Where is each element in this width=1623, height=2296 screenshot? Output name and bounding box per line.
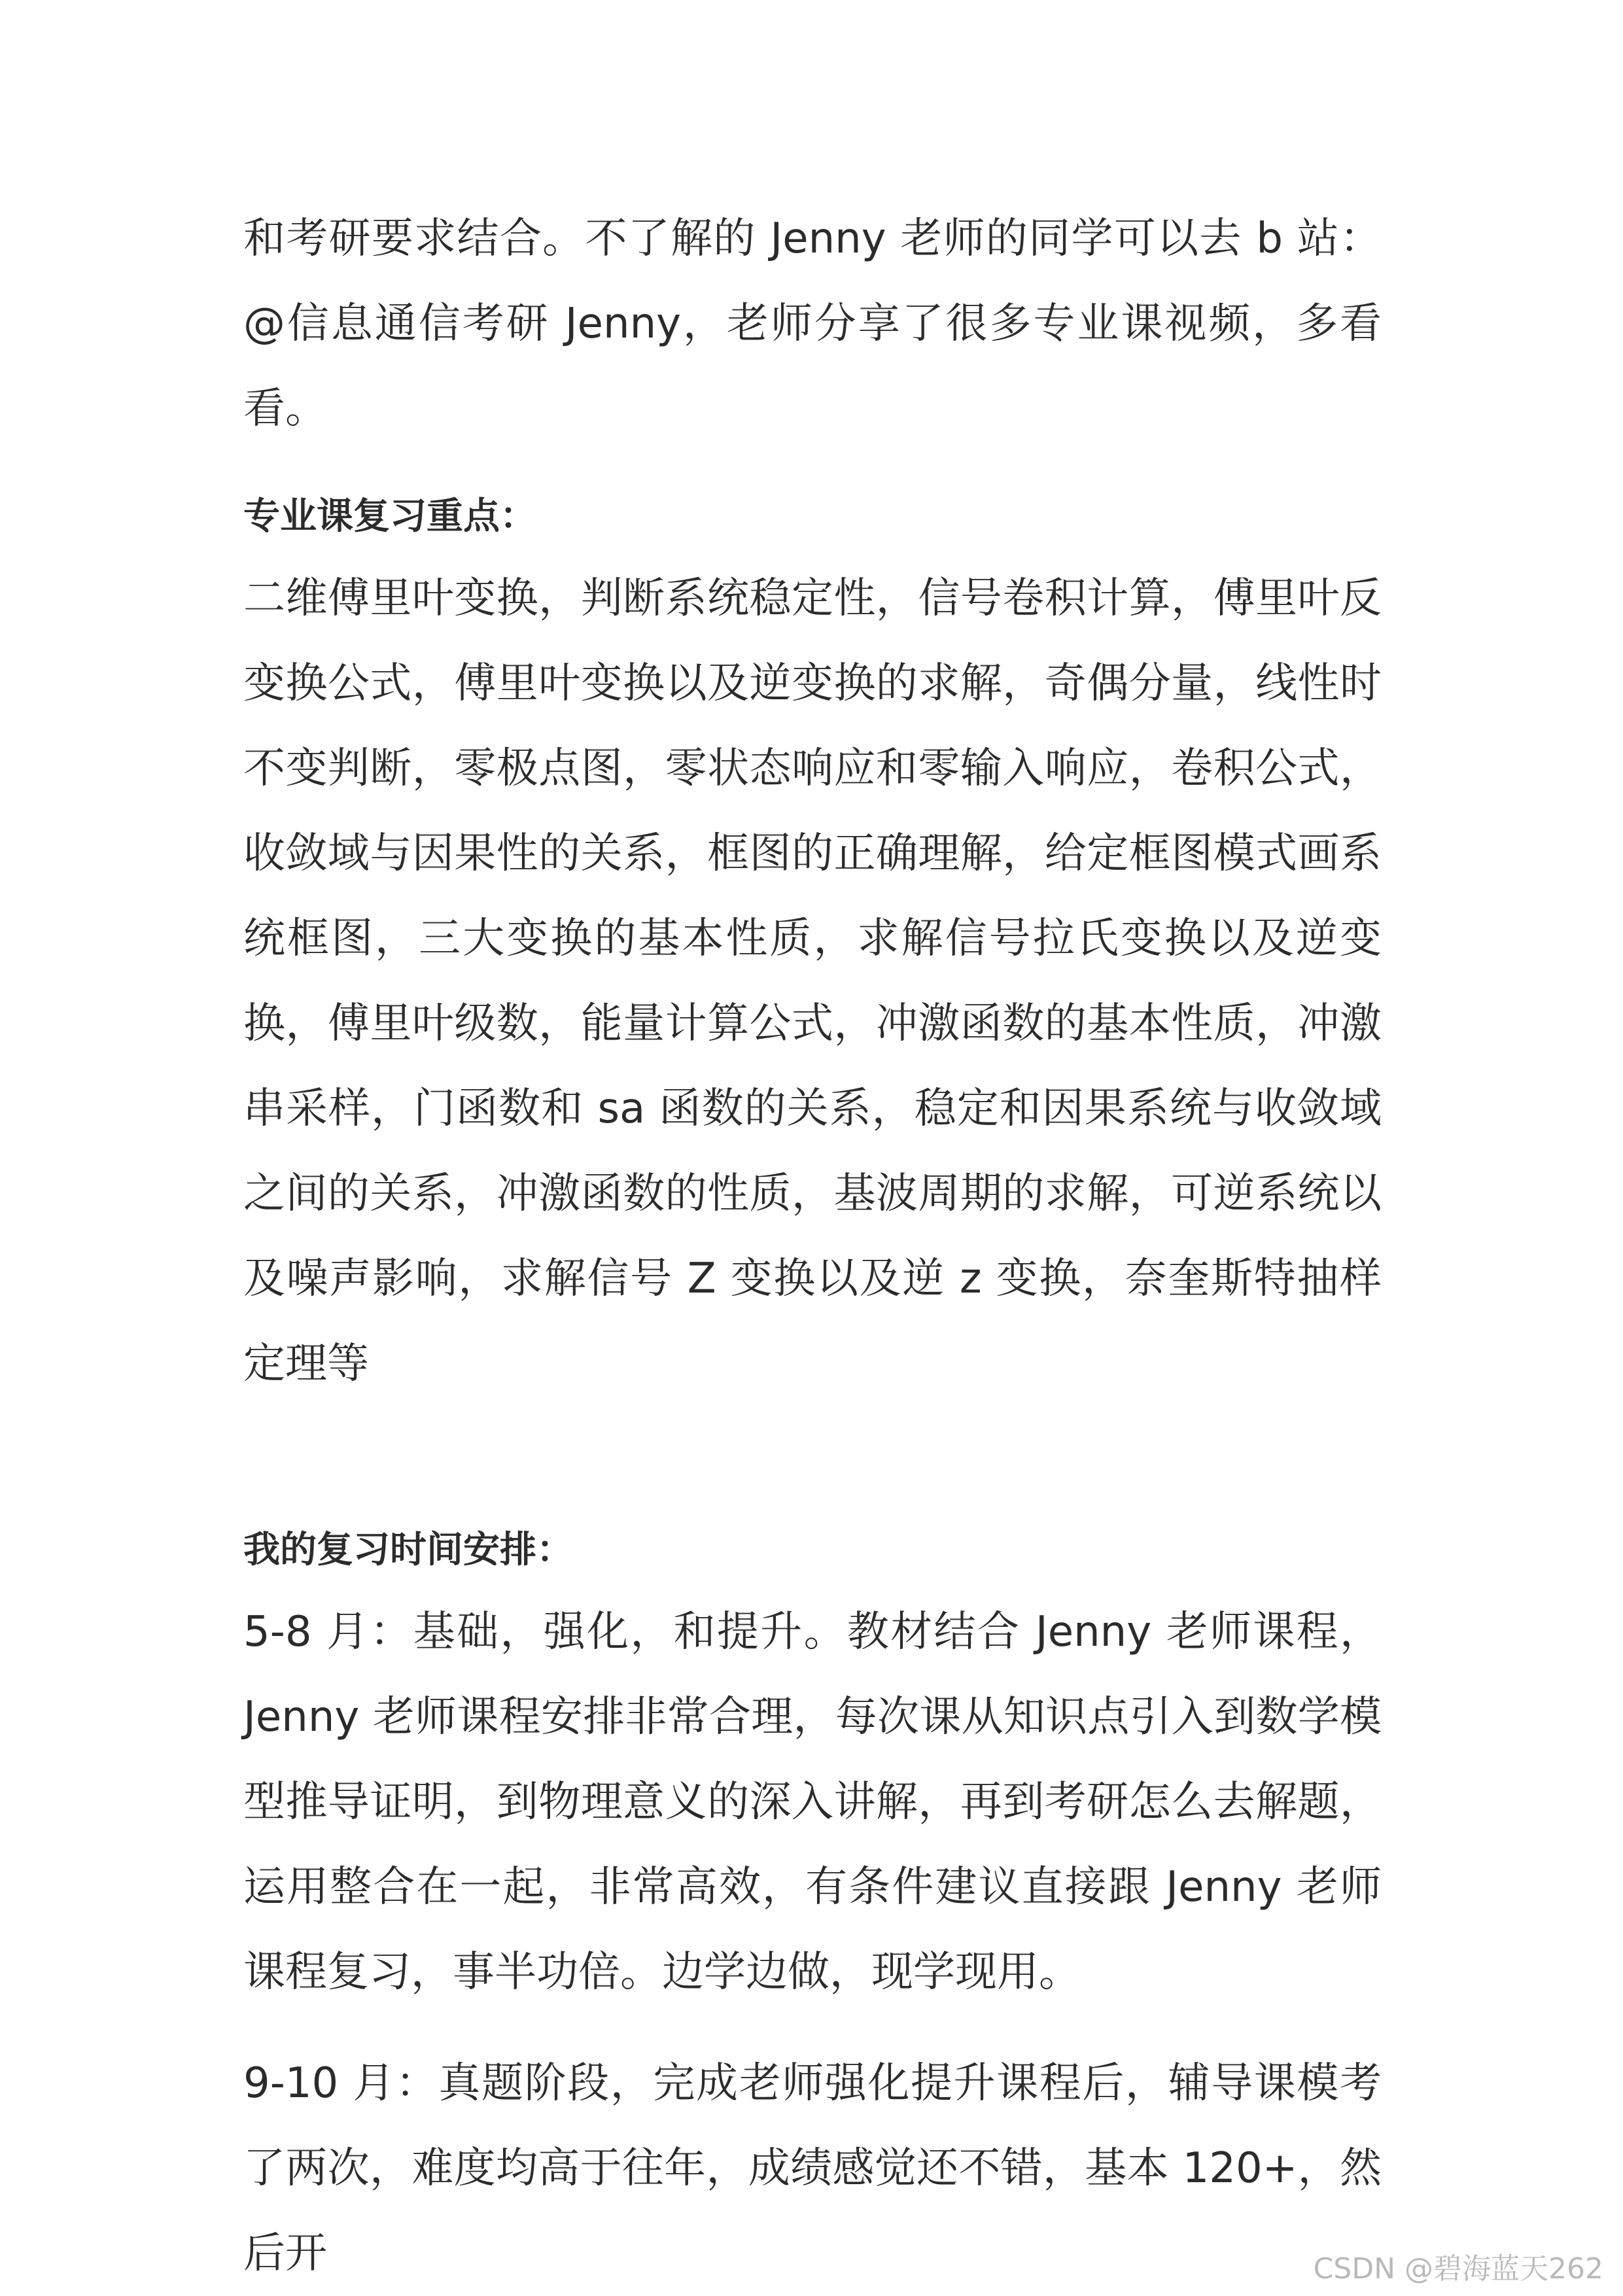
key-points-heading: 专业课复习重点：: [243, 495, 536, 538]
spacer: [243, 2015, 1382, 2041]
schedule-paragraph-2: 9-10 月：真题阶段，完成老师强化提升课程后，辅导课模考了两次，难度均高于往年，成绩感觉还不错，基本 120+，然后开: [243, 2059, 1382, 2278]
intro-paragraph: 和考研要求结合。不了解的 Jenny 老师的同学可以去 b 站：@信息通信考研 Jenny，老师分享了很多专业课视频，多看看。: [243, 215, 1382, 433]
spacer: [243, 1406, 1382, 1511]
schedule-paragraph-1: 5-8 月：基础，强化，和提升。教材结合 Jenny 老师课程，Jenny 老师课程安排非常合理，每次课从知识点引入到数学模型推导证明，到物理意义的深入讲解，再到考研怎么去解题，运用整合在一起，非常高效，有条件建议直接跟 Jenny 老师课程复习，事半功倍。边学边做，现学现用。: [243, 1608, 1382, 1996]
schedule-heading: 我的复习时间安排：: [243, 1529, 573, 1571]
spacer: [243, 451, 1382, 478]
watermark: CSDN @碧海蓝天262: [1313, 2252, 1603, 2286]
key-points-paragraph: 二维傅里叶变换，判断系统稳定性，信号卷积计算，傅里叶反变换公式，傅里叶变换以及逆变换的求解，奇偶分量，线性时不变判断，零极点图，零状态响应和零输入响应，卷积公式，收敛域与因果性的关系，框图的正确理解，给定框图模式画系统框图，三大变换的基本性质，求解信号拉氏变换以及逆变换，傅里叶级数，能量计算公式，冲激函数的基本性质，冲激串采样，门函数和 sa 函数的关系，稳定和因果系统与收敛域之间的关系，冲激函数的性质，基波周期的求解，可逆系统以及噪声影响，求解信号 Z 变换以及逆 z 变换，奈奎斯特抽样定理等: [243, 574, 1382, 1388]
document-page: [243, 196, 1382, 2296]
